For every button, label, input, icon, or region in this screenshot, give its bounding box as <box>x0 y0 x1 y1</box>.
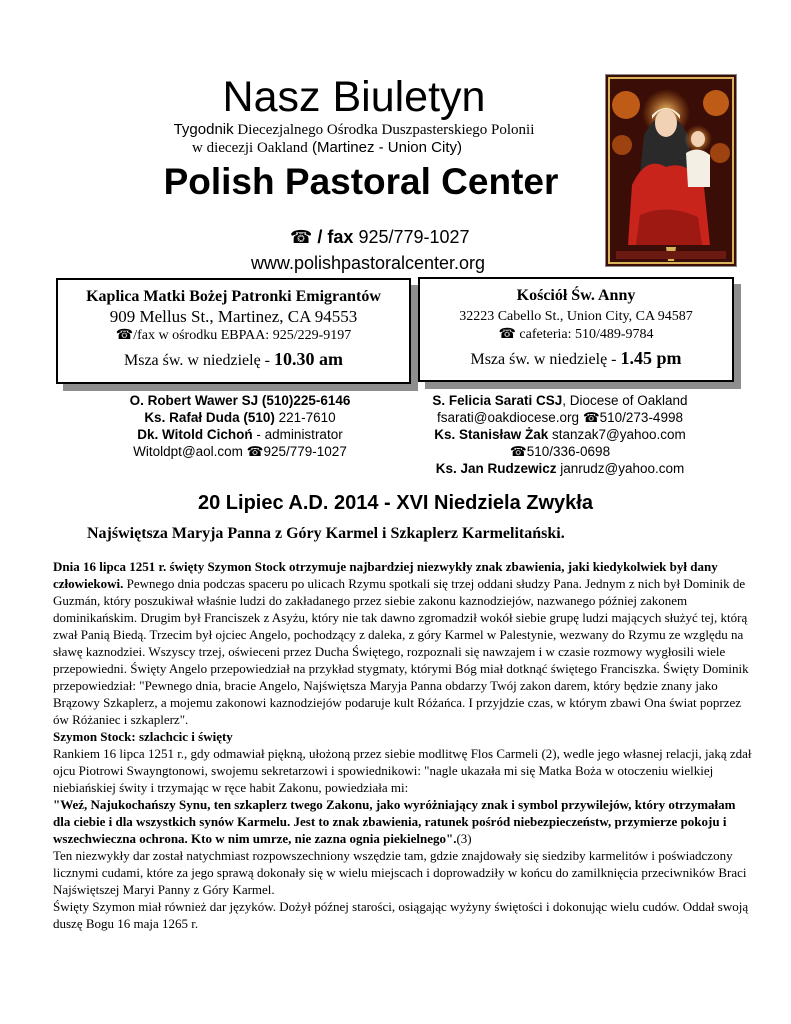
website-link[interactable]: www.polishpastoralcenter.org <box>250 253 486 273</box>
phone-fax-number: 925/779-1027 <box>353 227 470 247</box>
clergy-sarati-email[interactable]: fsarati@oakdiocese.org <box>437 410 583 425</box>
phone-icon: ☎ <box>582 410 600 425</box>
clergy-rudzewicz-email[interactable]: janrudz@yahoo.com <box>556 461 685 476</box>
clergy-sarati: S. Felicia Sarati CSJ <box>432 393 563 408</box>
clergy-cichon-phone: 925/779-1027 <box>263 444 347 459</box>
clergy-wawer: O. Robert Wawer SJ (510)225-6146 <box>129 393 351 408</box>
church-cafeteria: cafeteria: 510/489-9784 <box>515 327 654 342</box>
phone-icon: ☎ <box>246 444 264 459</box>
date-heading: 20 Lipiec A.D. 2014 - XVI Niedziela Zwykła <box>198 492 593 514</box>
article-quote: "Weź, Najukochańszy Synu, ten szkaplerz twego Zakonu, jako wyróżniający znak i symbol przywilejów, który otrzymałam dla ciebie i dla wszystkich synów Karmelu. Jest to znak zbawienia, ratunek pośród niebezpieczeństw, przymierze pokoju i wszechwieczna ochrona. Kto w nim umrze, nie zazna ognia piekielnego". <box>53 797 736 846</box>
clergy-zak: Ks. Stanisław Żak <box>434 427 549 442</box>
clergy-cichon-role: - administrator <box>252 427 343 442</box>
phone-fax-label: / fax <box>312 227 354 247</box>
clergy-sarati-phone: 510/273-4998 <box>599 410 683 425</box>
church-cafeteria-line <box>420 326 732 344</box>
chapel-mass-time: 10.30 am <box>274 349 344 369</box>
chapel-fax: /fax w ośrodku EBPAA: 925/229-9197 <box>133 328 352 343</box>
tagline-diocese-serif: w diecezji Oakland <box>192 140 308 156</box>
church-mass-label: Msza św. w niedzielę - <box>470 351 621 368</box>
center-name: Polish Pastoral Center <box>163 161 559 202</box>
article-p2-text: Rankiem 16 lipca 1251 r., gdy odmawiał piękną, ułożoną przez siebie modlitwę Flos Carmeli (2), wedle jego własnej relacji, jaką zdał ojcu Piotrowi Swayngtonowi, swojemu sekretarzowi i spowiednikowi: "nagle ukazała mi się Matka Boża w otoczeniu wielkiej niebiańskiej świty i trzymając w ręce habit Zakonu, powiedziała mi: <box>53 746 752 795</box>
chapel-info-box <box>56 278 411 384</box>
clergy-right <box>410 392 710 477</box>
bulletin-title: Nasz Biuletyn <box>222 73 486 121</box>
article-section-heading <box>53 728 753 745</box>
clergy-rudzewicz: Ks. Jan Rudzewicz <box>435 461 557 476</box>
tagline-lead: Tygodnik <box>173 121 234 138</box>
phone-icon: ☎ <box>498 327 516 342</box>
phone-fax-line <box>290 226 470 248</box>
chapel-heading: Kaplica Matki Bożej Patronki Emigrantów <box>86 288 381 305</box>
tagline-diocese <box>0 139 654 157</box>
phone-icon: ☎ <box>290 227 313 247</box>
chapel-address: 909 Mellus St., Martinez, CA 94553 <box>109 307 358 326</box>
article-paragraph-1 <box>53 558 753 728</box>
church-mass-time: 1.45 pm <box>620 348 682 368</box>
article-body <box>53 558 753 932</box>
clergy-sarati-org: , Diocese of Oakland <box>562 393 688 408</box>
phone-icon: ☎ <box>115 328 134 343</box>
article-paragraph-3: Ten niezwykły dar został natychmiast rozpowszechniony wszędzie tam, gdzie znajdowały się siedziby karmelitów i poświadczony licznymi cudami, które za jego sprawą dokonały się w wielu miejscach i doprowadziły w końcu do zamilknięcia przeciwników Braci Najświętszej Maryi Panny z Góry Karmel. <box>53 848 747 897</box>
phone-icon: ☎ <box>509 444 527 459</box>
section-heading-text: Szymon Stock: szlachcic i święty <box>53 729 233 744</box>
chapel-mass-line <box>58 347 409 373</box>
clergy-cichon: Dk. Witold Cichoń <box>137 427 253 442</box>
chapel-fax-line <box>58 327 409 345</box>
article-subtitle: Najświętsza Maryja Panna z Góry Karmel i Szkaplerz Karmelitański. <box>87 525 565 542</box>
tagline <box>0 121 708 139</box>
church-info-box <box>418 277 734 382</box>
article-p1-text: Pewnego dnia podczas spaceru po ulicach Rzymu spotkali się trzej oddani słudzy Pana. Jednym z nich był Dominik de Guzmán, który poszukiwał właśnie ludzi do zakładanego przez siebie zakonu kaznodziejów, nazwanego później zakonem dominikańskim. Drugim był Franciszek z Asyżu, który nie tak dawno zgromadził wokół siebie grupę ludzi mających służyć tej, którą zwał Panią Biedą. Trzecim był ojciec Angelo, pochodzący z daleka, z góry Karmel w Palestynie, wezwany do Rzymu ze względu na sławę kaznodziei. Wszyscy trzej, oświeceni przez Ducha Świętego, rozpoznali się nawzajem i w czasie rozmowy wygłosili wiele przepowiedni. Święty Angelo przepowiedział na przykład stygmaty, którymi Bóg miał dotknąć świętego Franciszka. Święty Dominik przepowiedział: "Pewnego dnia, bracie Angelo, Najświętsza Maryja Panna obdarzy Twój zakon darem, który będzie znany jako Brązowy Szkaplerz, a mojemu zakonowi kaznodziejów podaruje kult Różańca. I przyjdzie czas, w którym zbawi Ona świat poprzez ów Różaniec i szkaplerz". <box>53 576 749 727</box>
clergy-left <box>90 392 390 460</box>
article-ref: (3) <box>456 831 472 846</box>
tagline-rest: Diecezjalnego Ośrodka Duszpasterskiego Polonii <box>233 122 535 138</box>
article-lead: Dnia 16 lipca 1251 r. święty Szymon Stock otrzymuje najbardziej niezwykły znak zbawienia, jaki kiedykolwiek był dany człowiekowi. <box>53 559 718 591</box>
clergy-duda: Ks. Rafał Duda (510) <box>144 410 275 425</box>
article-paragraph-2 <box>53 745 753 847</box>
church-address: 32223 Cabello St., Union City, CA 94587 <box>459 309 693 324</box>
tagline-diocese-sans: (Martinez - Union City) <box>307 139 462 156</box>
church-heading: Kościół Św. Anny <box>516 287 636 304</box>
clergy-duda-phone: 221-7610 <box>274 410 336 425</box>
church-mass-line <box>420 346 732 372</box>
article-paragraph-4: Święty Szymon miał również dar języków. Dożył późnej starości, osiągając wyżyny świętości i dokonując wielu cudów. Oddał swoją duszę Bogu 16 maja 1265 r. <box>53 899 749 931</box>
madonna-and-child-icon <box>605 74 737 267</box>
clergy-cichon-email[interactable]: Witoldpt@aol.com <box>133 444 247 459</box>
clergy-zak-phone: 510/336-0698 <box>526 444 611 459</box>
chapel-mass-label: Msza św. w niedzielę - <box>123 352 275 369</box>
clergy-zak-email[interactable]: stanzak7@yahoo.com <box>548 427 686 442</box>
